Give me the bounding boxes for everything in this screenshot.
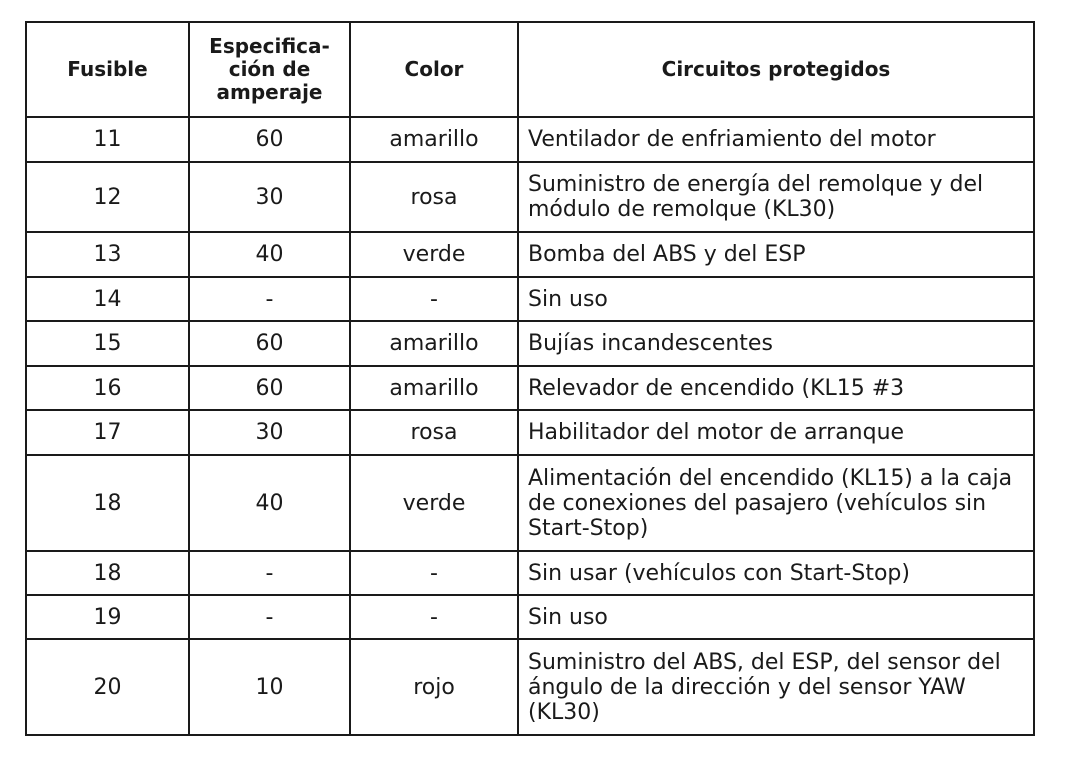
cell-fusible: 11 [26, 117, 189, 162]
cell-fusible: 17 [26, 410, 189, 455]
cell-amperaje: 60 [189, 321, 350, 366]
table-row [26, 551, 1034, 595]
cell-amperaje: 60 [189, 366, 350, 410]
fuse-table [25, 21, 1035, 736]
cell-amperaje: 30 [189, 410, 350, 455]
cell-color: rosa [350, 162, 518, 232]
header-amperaje [189, 22, 350, 117]
table-header-row [26, 22, 1034, 117]
header-amperaje-text: Especifica- ción de amperaje [209, 34, 330, 104]
cell-fusible: 18 [26, 455, 189, 551]
cell-circuitos: Ventilador de enfriamiento del motor [518, 117, 1034, 162]
cell-fusible: 13 [26, 232, 189, 277]
cell-color: - [350, 595, 518, 639]
cell-color: - [350, 277, 518, 321]
cell-color: amarillo [350, 117, 518, 162]
table-row [26, 232, 1034, 277]
cell-amperaje: 10 [189, 639, 350, 735]
cell-circuitos: Sin uso [518, 595, 1034, 639]
cell-amperaje: 40 [189, 455, 350, 551]
cell-circuitos: Suministro del ABS, del ESP, del sensor del ángulo de la dirección y del sensor YAW (KL30) [518, 639, 1034, 735]
cell-color: amarillo [350, 366, 518, 410]
cell-color: - [350, 551, 518, 595]
cell-circuitos: Alimentación del encendido (KL15) a la caja de conexiones del pasajero (vehículos sin Start-Stop) [518, 455, 1034, 551]
cell-fusible: 14 [26, 277, 189, 321]
cell-circuitos: Bujías incandescentes [518, 321, 1034, 366]
cell-fusible: 18 [26, 551, 189, 595]
table-row [26, 117, 1034, 162]
cell-fusible: 15 [26, 321, 189, 366]
table-row [26, 639, 1034, 735]
table-row [26, 277, 1034, 321]
table-row [26, 162, 1034, 232]
cell-amperaje: - [189, 551, 350, 595]
cell-circuitos: Suministro de energía del remolque y del módulo de remolque (KL30) [518, 162, 1034, 232]
cell-color: rosa [350, 410, 518, 455]
cell-color: rojo [350, 639, 518, 735]
cell-fusible: 16 [26, 366, 189, 410]
header-color: Color [350, 22, 518, 117]
header-fusible: Fusible [26, 22, 189, 117]
cell-fusible: 20 [26, 639, 189, 735]
table-row [26, 595, 1034, 639]
table-row [26, 410, 1034, 455]
header-circuitos: Circuitos protegidos [518, 22, 1034, 117]
cell-fusible: 12 [26, 162, 189, 232]
cell-amperaje: - [189, 595, 350, 639]
table-body [26, 117, 1034, 735]
cell-color: verde [350, 232, 518, 277]
cell-circuitos: Sin usar (vehículos con Start-Stop) [518, 551, 1034, 595]
table-row [26, 321, 1034, 366]
table-row [26, 455, 1034, 551]
cell-amperaje: 60 [189, 117, 350, 162]
cell-amperaje: 30 [189, 162, 350, 232]
cell-color: amarillo [350, 321, 518, 366]
cell-circuitos: Habilitador del motor de arranque [518, 410, 1034, 455]
table-row [26, 366, 1034, 410]
cell-amperaje: 40 [189, 232, 350, 277]
cell-fusible: 19 [26, 595, 189, 639]
cell-circuitos: Relevador de encendido (KL15 #3 [518, 366, 1034, 410]
cell-circuitos: Bomba del ABS y del ESP [518, 232, 1034, 277]
cell-color: verde [350, 455, 518, 551]
cell-amperaje: - [189, 277, 350, 321]
cell-circuitos: Sin uso [518, 277, 1034, 321]
